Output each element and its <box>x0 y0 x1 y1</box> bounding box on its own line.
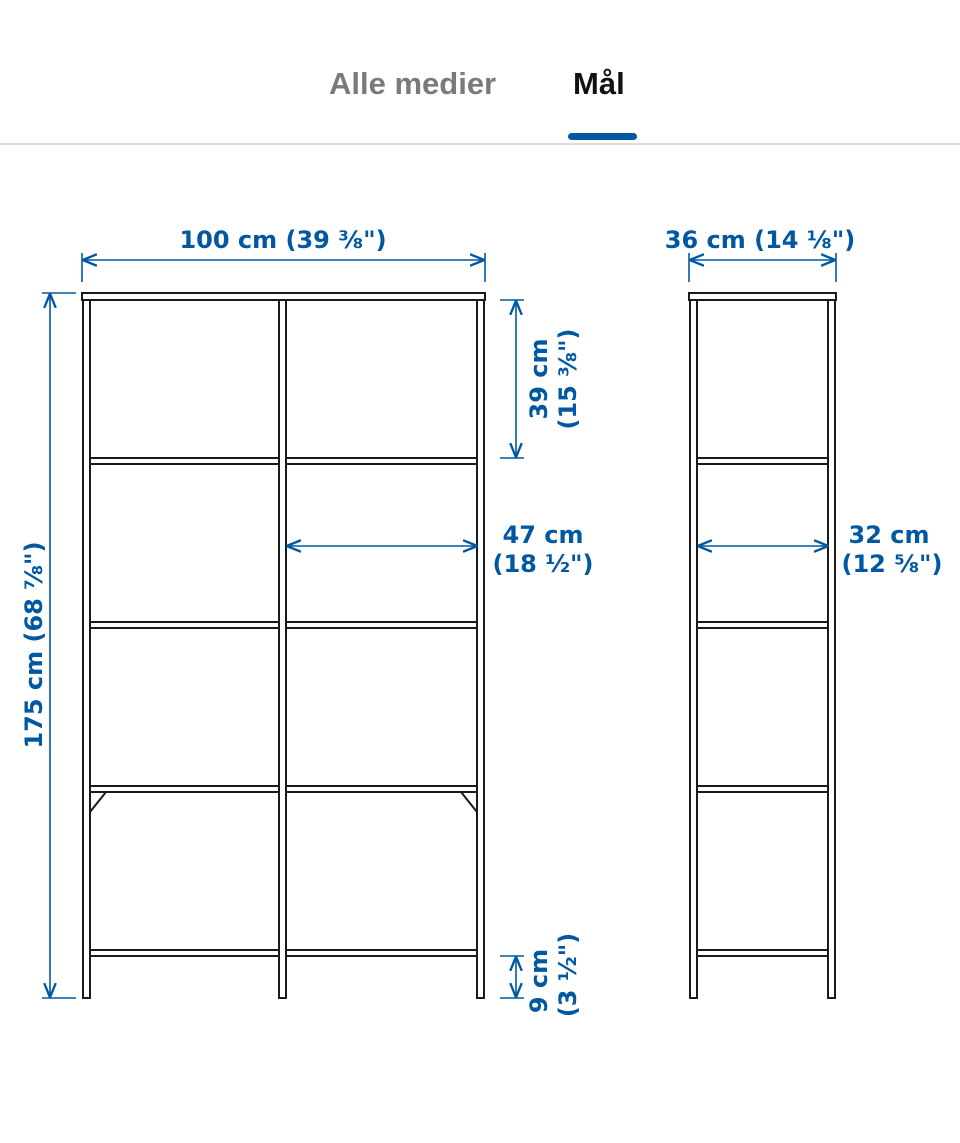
front-brace-left <box>90 792 106 812</box>
front-shelf <box>286 786 477 792</box>
side-shelf <box>697 950 828 956</box>
inner-width-label-line2: (18 ½") <box>492 550 594 578</box>
active-tab-indicator <box>568 133 637 140</box>
front-right-post <box>477 300 484 998</box>
leg-height-label-line2: (3 ½") <box>554 932 582 1018</box>
depth-label: 36 cm (14 ⅛") <box>664 226 856 254</box>
shelf-dimension-drawing <box>0 147 960 1143</box>
front-shelf <box>286 950 477 956</box>
side-view-shelf <box>689 293 836 998</box>
side-shelf <box>697 622 828 628</box>
front-shelf <box>286 458 477 464</box>
front-shelf <box>90 950 279 956</box>
dimension-diagram <box>0 147 960 1143</box>
inner-depth-label-line2: (12 ⅝") <box>841 550 943 578</box>
inner-width-label-line1: 47 cm <box>502 521 584 549</box>
front-shelf <box>90 786 279 792</box>
dimension-lines <box>42 253 836 998</box>
width-label: 100 cm (39 ⅜") <box>179 226 387 254</box>
front-shelf <box>90 458 279 464</box>
inner-depth-label-line1: 32 cm <box>848 521 930 549</box>
front-left-post <box>83 300 90 998</box>
leg-height-label-line1: 9 cm <box>525 948 553 1014</box>
front-brace-right <box>461 792 477 812</box>
tab-measurements[interactable]: Mål <box>573 66 625 101</box>
top-compartment-label-line1: 39 cm <box>525 338 553 420</box>
tab-all-media[interactable]: Alle medier <box>329 66 497 101</box>
front-shelf <box>90 622 279 628</box>
front-view-shelf <box>82 293 485 998</box>
front-middle-post <box>279 300 286 998</box>
front-top-panel <box>82 293 485 300</box>
top-compartment-label-line2: (15 ⅜") <box>554 328 582 430</box>
tab-bar <box>0 0 960 145</box>
side-back-post <box>828 300 835 998</box>
height-label: 175 cm (68 ⅞") <box>20 541 48 749</box>
side-top-panel <box>689 293 836 300</box>
side-shelf <box>697 786 828 792</box>
side-shelf <box>697 458 828 464</box>
front-shelf <box>286 622 477 628</box>
side-front-post <box>690 300 697 998</box>
